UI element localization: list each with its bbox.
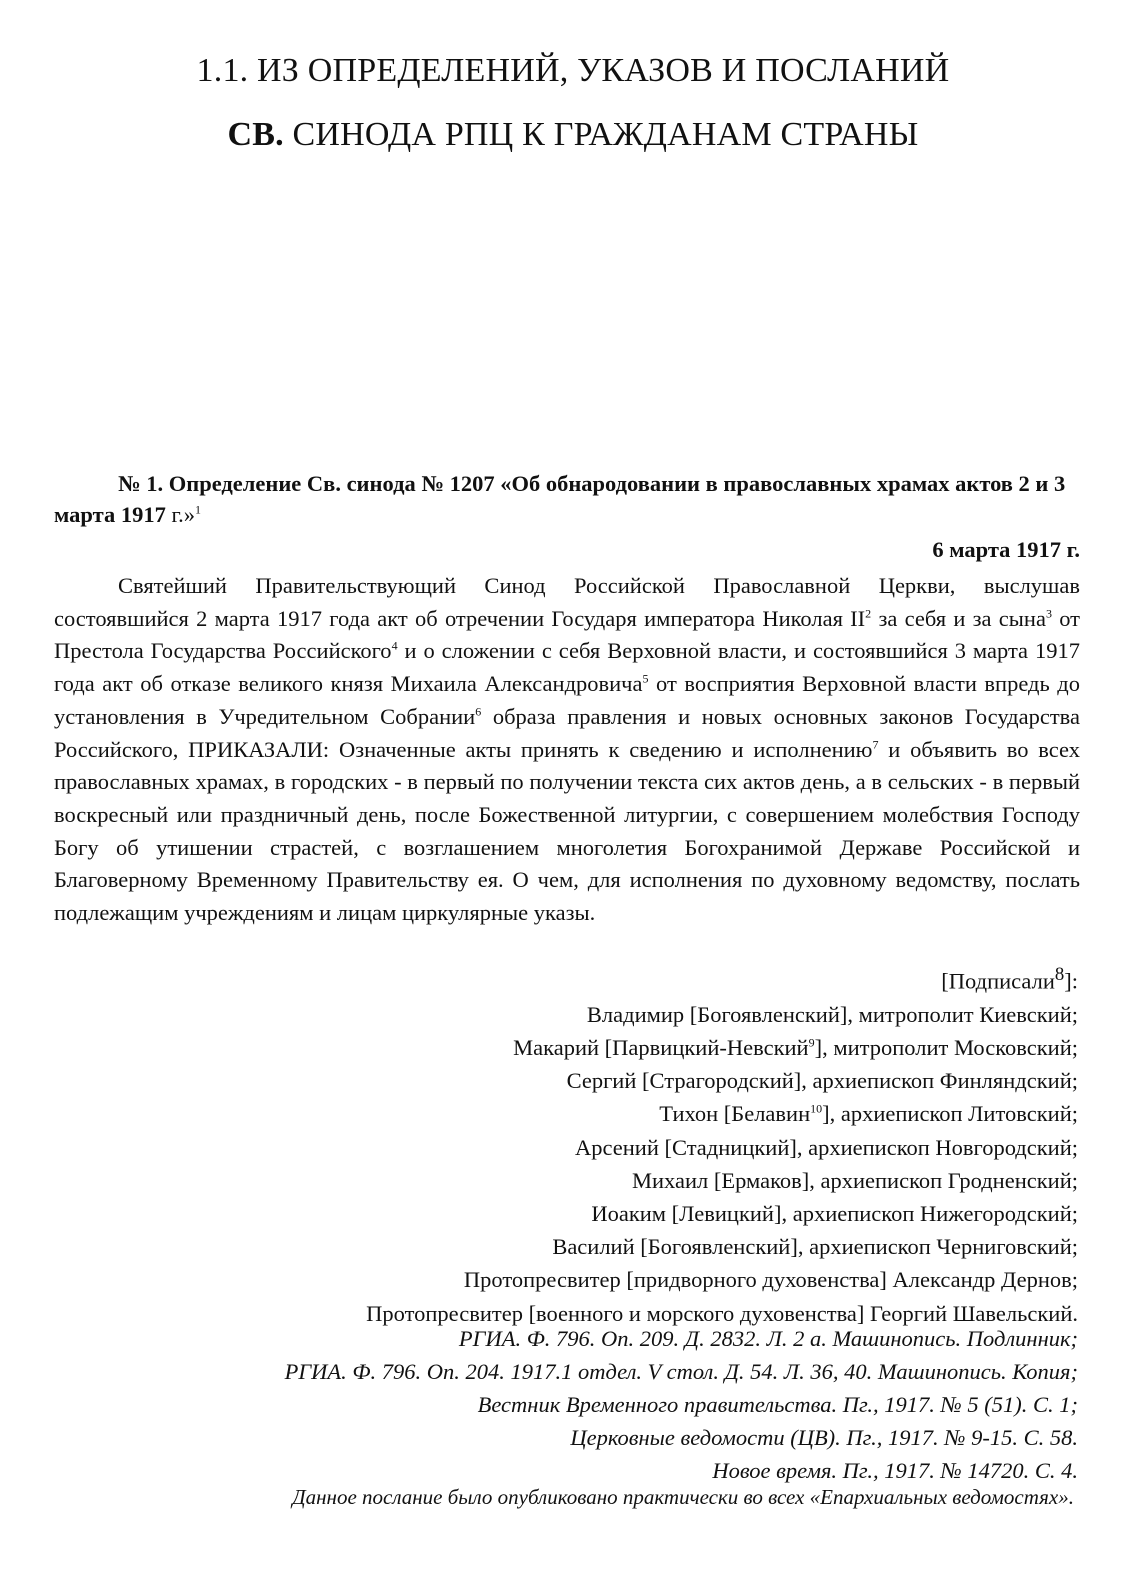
signatory-name: Сергий [Страгородский], архиепископ Финляндский; <box>566 1068 1078 1094</box>
source-line: РГИА. Ф. 796. Оп. 209. Д. 2832. Л. 2 а. Машинопись. Подлинник; <box>458 1326 1078 1351</box>
document-heading-bold: № 1. Определение Св. синода № 1207 «Об обнародовании в православных храмах актов 2 и 3 марта 1917 <box>54 471 1066 527</box>
signatory-line <box>48 1164 1078 1197</box>
signatory-line <box>48 1263 1078 1296</box>
source-line: Вестник Временного правительства. Пг., 1917. № 5 (51). С. 1; <box>477 1392 1078 1417</box>
signatory-line <box>48 1064 1078 1097</box>
document-heading <box>54 468 1080 530</box>
signatory-line <box>48 1131 1078 1164</box>
signatory-name: Василий [Богоявленский], архиепископ Черниговский; <box>552 1234 1078 1260</box>
signatory-name: Арсений [Стадницкий], архиепископ Новгородский; <box>575 1134 1078 1160</box>
signatory-title: ], митрополит Московский; <box>814 1034 1078 1060</box>
signatory-name: Иоаким [Левицкий], архиепископ Нижегородский; <box>591 1200 1078 1226</box>
section-title-line-2 <box>0 116 1146 154</box>
signed-label <box>48 958 1078 998</box>
body-segment: Святейший Правительствующий Синод Российской Православной Церкви, выслушав состоявшийся 2 марта 1917 года акт об отречении Государя императора Николая II <box>54 573 1080 631</box>
signatory-name: Протопресвитер [военного и морского духовенства] Георгий Шавельский. <box>366 1300 1078 1326</box>
source-line: Церковные ведомости (ЦВ). Пг., 1917. № 9-15. С. 58. <box>570 1425 1078 1450</box>
section-title-text-2: СИНОДА РПЦ К ГРАЖДАНАМ СТРАНЫ <box>292 116 919 153</box>
publication-note: Данное послание было опубликовано практически во всех «Епархиальных ведомостях». <box>292 1485 1074 1509</box>
document-body <box>54 570 1080 930</box>
document-date: 6 марта 1917 г. <box>932 537 1080 562</box>
body-segment: образа правления и новых основных законов Государства Российского, ПРИКАЗАЛИ: Означенные акты принять к сведению и исполнению <box>54 703 1080 762</box>
body-segment: от восприятия Верховной власти впредь до установления в Учредительном Собрании <box>54 671 1080 729</box>
body-segment: и объявить во всех православных храмах, в городских - в первый по получении текста сих актов день, а в сельских - в первый воскресный или праздничный день, после Божественной литургии, с совершением молебствия Господу Богу об утишении страстей, с возглашением многолетия Богохранимой Державе Российской и Благоверному Временному Правительству ея. О чем, для исполнения по духовному ведомству, послать подлежащим учреждениям и лицам циркулярные указы. <box>54 736 1080 926</box>
footnote-ref: 3 <box>1045 606 1052 621</box>
body-segment: за себя и за сына <box>871 605 1046 631</box>
footnote-ref: 2 <box>865 606 872 621</box>
document-heading-plain: г.» <box>171 502 196 527</box>
footnote-ref: 7 <box>872 737 879 752</box>
signatory-title: ], архиепископ Литовский; <box>822 1101 1078 1127</box>
footnote-ref: 8 <box>1054 964 1065 985</box>
footnote-ref: 5 <box>642 671 649 686</box>
body-segment: от Престола Государства Российского <box>54 605 1080 664</box>
footnote-ref: 1 <box>195 502 202 517</box>
signatory-name: Тихон [Белавин <box>659 1101 811 1127</box>
signatory-name: Михаил [Ермаков], архиепископ Гродненский; <box>631 1167 1078 1193</box>
section-title-bold: СВ. <box>227 116 284 153</box>
signatory-name: Протопресвитер [придворного духовенства] Александр Дернов; <box>463 1267 1078 1293</box>
footnote-ref: 9 <box>808 1035 815 1050</box>
signed-label-text: [Подписали <box>941 968 1055 994</box>
source-line: РГИА. Ф. 796. Оп. 204. 1917.1 отдел. V стол. Д. 54. Л. 36, 40. Машинопись. Копия; <box>284 1359 1078 1384</box>
section-title-text-1: 1.1. ИЗ ОПРЕДЕЛЕНИЙ, УКАЗОВ И ПОСЛАНИЙ <box>196 52 950 89</box>
signed-label-end: ]: <box>1064 968 1078 994</box>
signatory-name: Владимир [Богоявленский], митрополит Киевский; <box>586 1001 1078 1027</box>
signatory-name: Макарий [Парвицкий-Невский <box>513 1034 809 1060</box>
footnote-ref: 6 <box>475 704 482 719</box>
signatory-line <box>48 1197 1078 1230</box>
section-title-line-1 <box>0 52 1146 90</box>
body-segment: и о сложении с себя Верховной власти, и состоявшийся 3 марта 1917 года акт об отказе великого князя Михаила Александровича <box>54 638 1080 697</box>
footnote-ref: 4 <box>391 638 398 653</box>
source-line: Новое время. Пг., 1917. № 14720. С. 4. <box>712 1458 1078 1483</box>
footnote-ref: 10 <box>810 1101 823 1116</box>
signatory-line <box>48 1230 1078 1263</box>
signatory-line <box>48 998 1078 1031</box>
signatory-line <box>48 1097 1078 1130</box>
signatory-line <box>48 1031 1078 1064</box>
sources-block <box>48 1322 1078 1487</box>
signatures-block <box>48 958 1078 1330</box>
